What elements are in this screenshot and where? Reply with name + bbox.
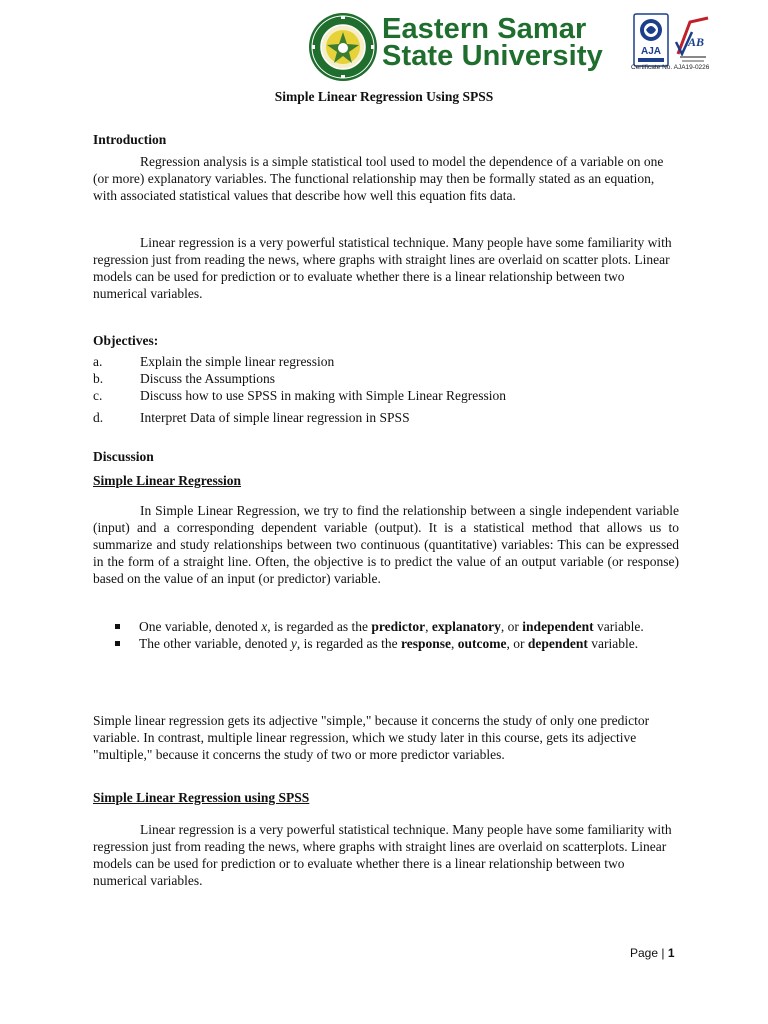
- bold-term: explanatory: [431, 619, 501, 634]
- bold-term: outcome: [457, 636, 507, 651]
- discussion-heading: Discussion: [93, 449, 154, 464]
- page-footer: [630, 946, 675, 960]
- slr-paragraph: In Simple Linear Regression, we try to find the relationship between a single independent variable (input) and a corresponding dependent variable (output). It is a statistical method that allows us to summarize and study relationships between two continuous (quantitative) variables: This can be expressed in the form of a straight line. Often, the objective is to predict the value of an output variable (or response) based on the value of an input (or predictor) variable.: [93, 503, 679, 586]
- bullet-square-icon: [115, 641, 120, 646]
- bullet-text: , is regarded as the: [296, 636, 402, 651]
- objective-text: Discuss the Assumptions: [140, 371, 276, 386]
- certificate-number: Certificate No. AJA19-0226: [631, 64, 710, 71]
- objective-letter: d.: [93, 410, 104, 425]
- page-separator: |: [658, 946, 668, 960]
- objective-letter: b.: [93, 371, 104, 386]
- objective-text: Explain the simple linear regression: [140, 354, 335, 369]
- bold-term: dependent: [527, 636, 588, 651]
- variable-symbol: y: [290, 636, 297, 651]
- introduction-heading: Introduction: [93, 132, 167, 147]
- bullet-text: The other variable, denoted: [139, 636, 291, 651]
- bullet-square-icon: [115, 624, 120, 629]
- introduction-paragraph-1: Regression analysis is a simple statistical tool used to model the dependence of a variable on one (or more) explanatory variables. The functional relationship may then be formally stated as an equation, with associated statistical values that describe how well this equation fits data.: [93, 154, 664, 203]
- bullet-text: , is regarded as the: [267, 619, 372, 634]
- university-name: [382, 13, 632, 72]
- bold-term: response: [401, 636, 452, 651]
- bullet-text: ,: [451, 636, 458, 651]
- variable-bullet-list: [115, 618, 679, 652]
- bullet-text: , or: [506, 636, 528, 651]
- document-title: Simple Linear Regression Using SPSS: [274, 89, 494, 104]
- bullet-text: variable.: [587, 636, 639, 651]
- objective-letter: c.: [93, 388, 103, 403]
- bold-term: predictor: [371, 619, 426, 634]
- spss-paragraph: Linear regression is a very powerful statistical technique. Many people have some familiarity with regression just from reading the news, where graphs with straight lines are overlaid on scatterplots. Linear models can be used for prediction or to evaluate whether there is a linear relationship between two numerical variables.: [93, 822, 672, 888]
- cert-badge-ab-text: AB: [688, 35, 705, 49]
- bullet-item-predictor: [115, 618, 679, 635]
- bullet-text: , or: [500, 619, 523, 634]
- objective-letter: a.: [93, 354, 103, 369]
- variable-symbol: x: [261, 619, 268, 634]
- bullet-text: variable.: [593, 619, 644, 634]
- objective-text: Interpret Data of simple linear regression in SPSS: [140, 410, 410, 425]
- page-number: 1: [667, 946, 675, 960]
- university-name-line2: State University: [382, 40, 603, 72]
- introduction-paragraph-2: Linear regression is a very powerful statistical technique. Many people have some familiarity with regression just from reading the news, where graphs with straight lines are overlaid on scatter plots. Linear models can be used for prediction or to evaluate whether there is a linear relationship between two numerical variables.: [93, 235, 672, 301]
- bold-term: independent: [522, 619, 594, 634]
- bullet-item-response: [115, 635, 679, 652]
- cert-badge-aja-text: AJA: [640, 46, 662, 57]
- objective-text: Discuss how to use SPSS in making with Simple Linear Regression: [140, 388, 506, 403]
- spss-heading: Simple Linear Regression using SPSS: [93, 790, 310, 805]
- bullet-text: One variable, denoted: [139, 619, 262, 634]
- slr-heading: Simple Linear Regression: [93, 473, 242, 488]
- objectives-heading: Objectives:: [93, 333, 159, 348]
- bullet-text: ,: [425, 619, 432, 634]
- page-label: Page: [630, 946, 659, 960]
- university-name-line1: Eastern Samar: [382, 13, 587, 45]
- university-seal-logo: [308, 12, 378, 82]
- simple-vs-multiple-paragraph: Simple linear regression gets its adjective "simple," because it concerns the study of only one predictor variable. In contrast, multiple linear regression, which we study later in this course, gets its adjective "multiple," because it concerns the study of two or more predictor variables.: [93, 713, 650, 762]
